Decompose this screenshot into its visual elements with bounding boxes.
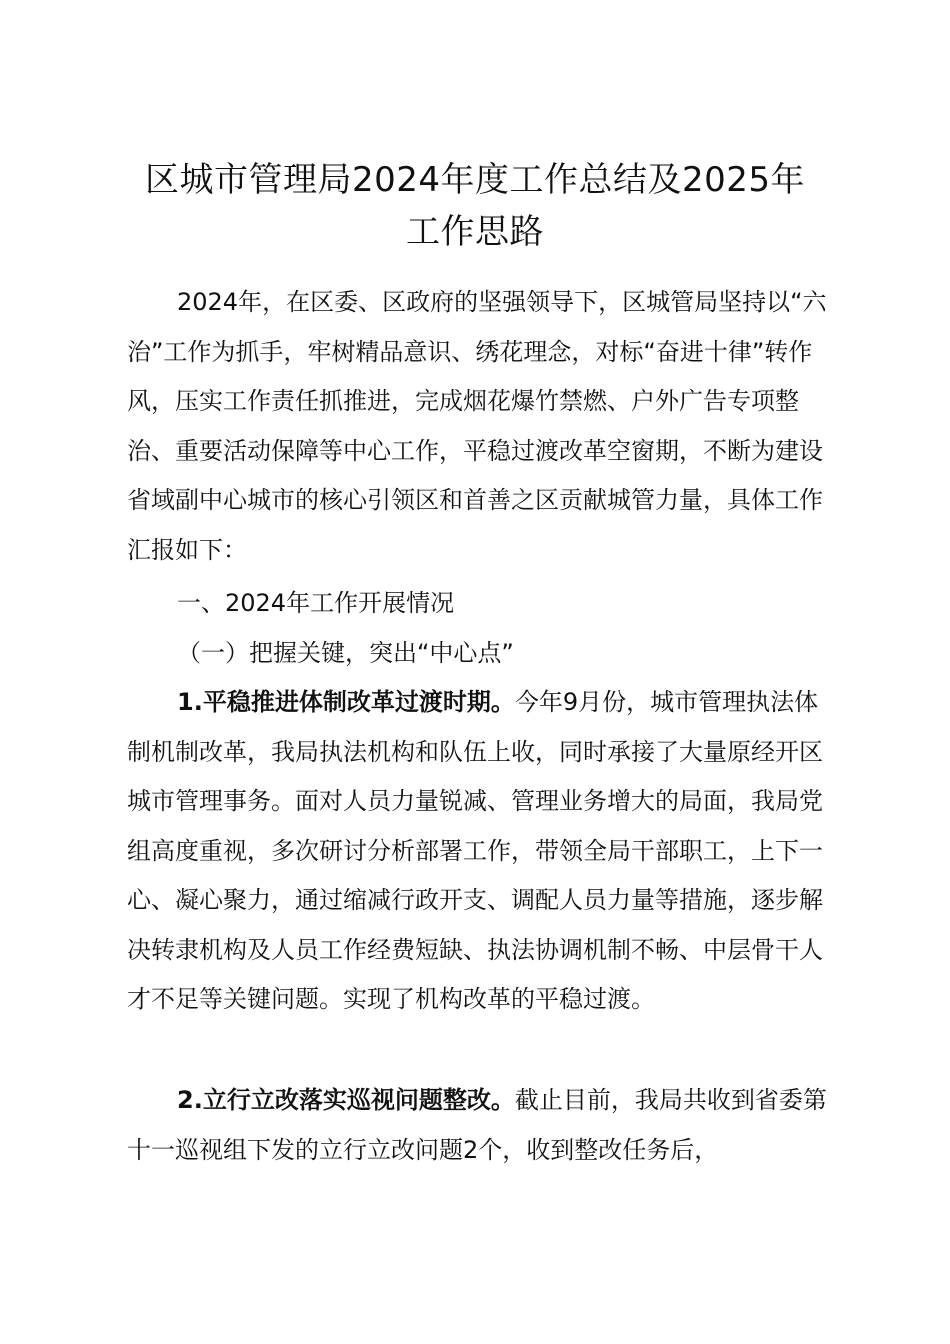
item-paragraph-1 <box>127 678 832 1025</box>
document-title-line2: 工作思路 <box>406 212 544 252</box>
subsection-heading-1: （一）把握关键，突出“中心点” <box>177 639 514 667</box>
intro-paragraph: 2024年，在区委、区政府的坚强领导下，区城管局坚持以“六治”工作为抓手，牢树精品意识、绣花理念，对标“奋进十律”转作风，压实工作责任抓推进，完成烟花爆竹禁燃、户外广告专项整治、重要活动保障等中心工作，平稳过渡改革空窗期，不断为建设省域副中心城市的核心引领区和首善之区贡献城管力量，具体工作汇报如下： <box>127 288 827 564</box>
section-heading-1: 一、2024年工作开展情况 <box>177 589 455 617</box>
item-1-lead: 1.平稳推进体制改革过渡时期。 <box>177 688 515 716</box>
item-2-body: 截止目前，我局共收到省委第十一巡视组下发的立行立改问题2个，收到整改任务后， <box>127 1086 827 1164</box>
item-1-body: 今年9月份，城市管理执法体制机制改革，我局执法机构和队伍上收，同时承接了大量原经开区城市管理事务。面对人员力量锐减、管理业务增大的局面，我局党组高度重视，多次研讨分析部署工作，带领全局干部职工，上下一心、凝心聚力，通过缩减行政开支、调配人员力量等措施，逐步解决转隶机构及人员工作经费短缺、执法协调机制不畅、中层骨干人才不足等关键问题。实现了机构改革的平稳过渡。 <box>127 688 823 1013</box>
item-paragraph-2 <box>127 1076 832 1175</box>
item-2-lead: 2.立行立改落实巡视问题整改。 <box>177 1086 515 1114</box>
document-title-line1: 区城市管理局2024年度工作总结及2025年 <box>144 160 806 200</box>
